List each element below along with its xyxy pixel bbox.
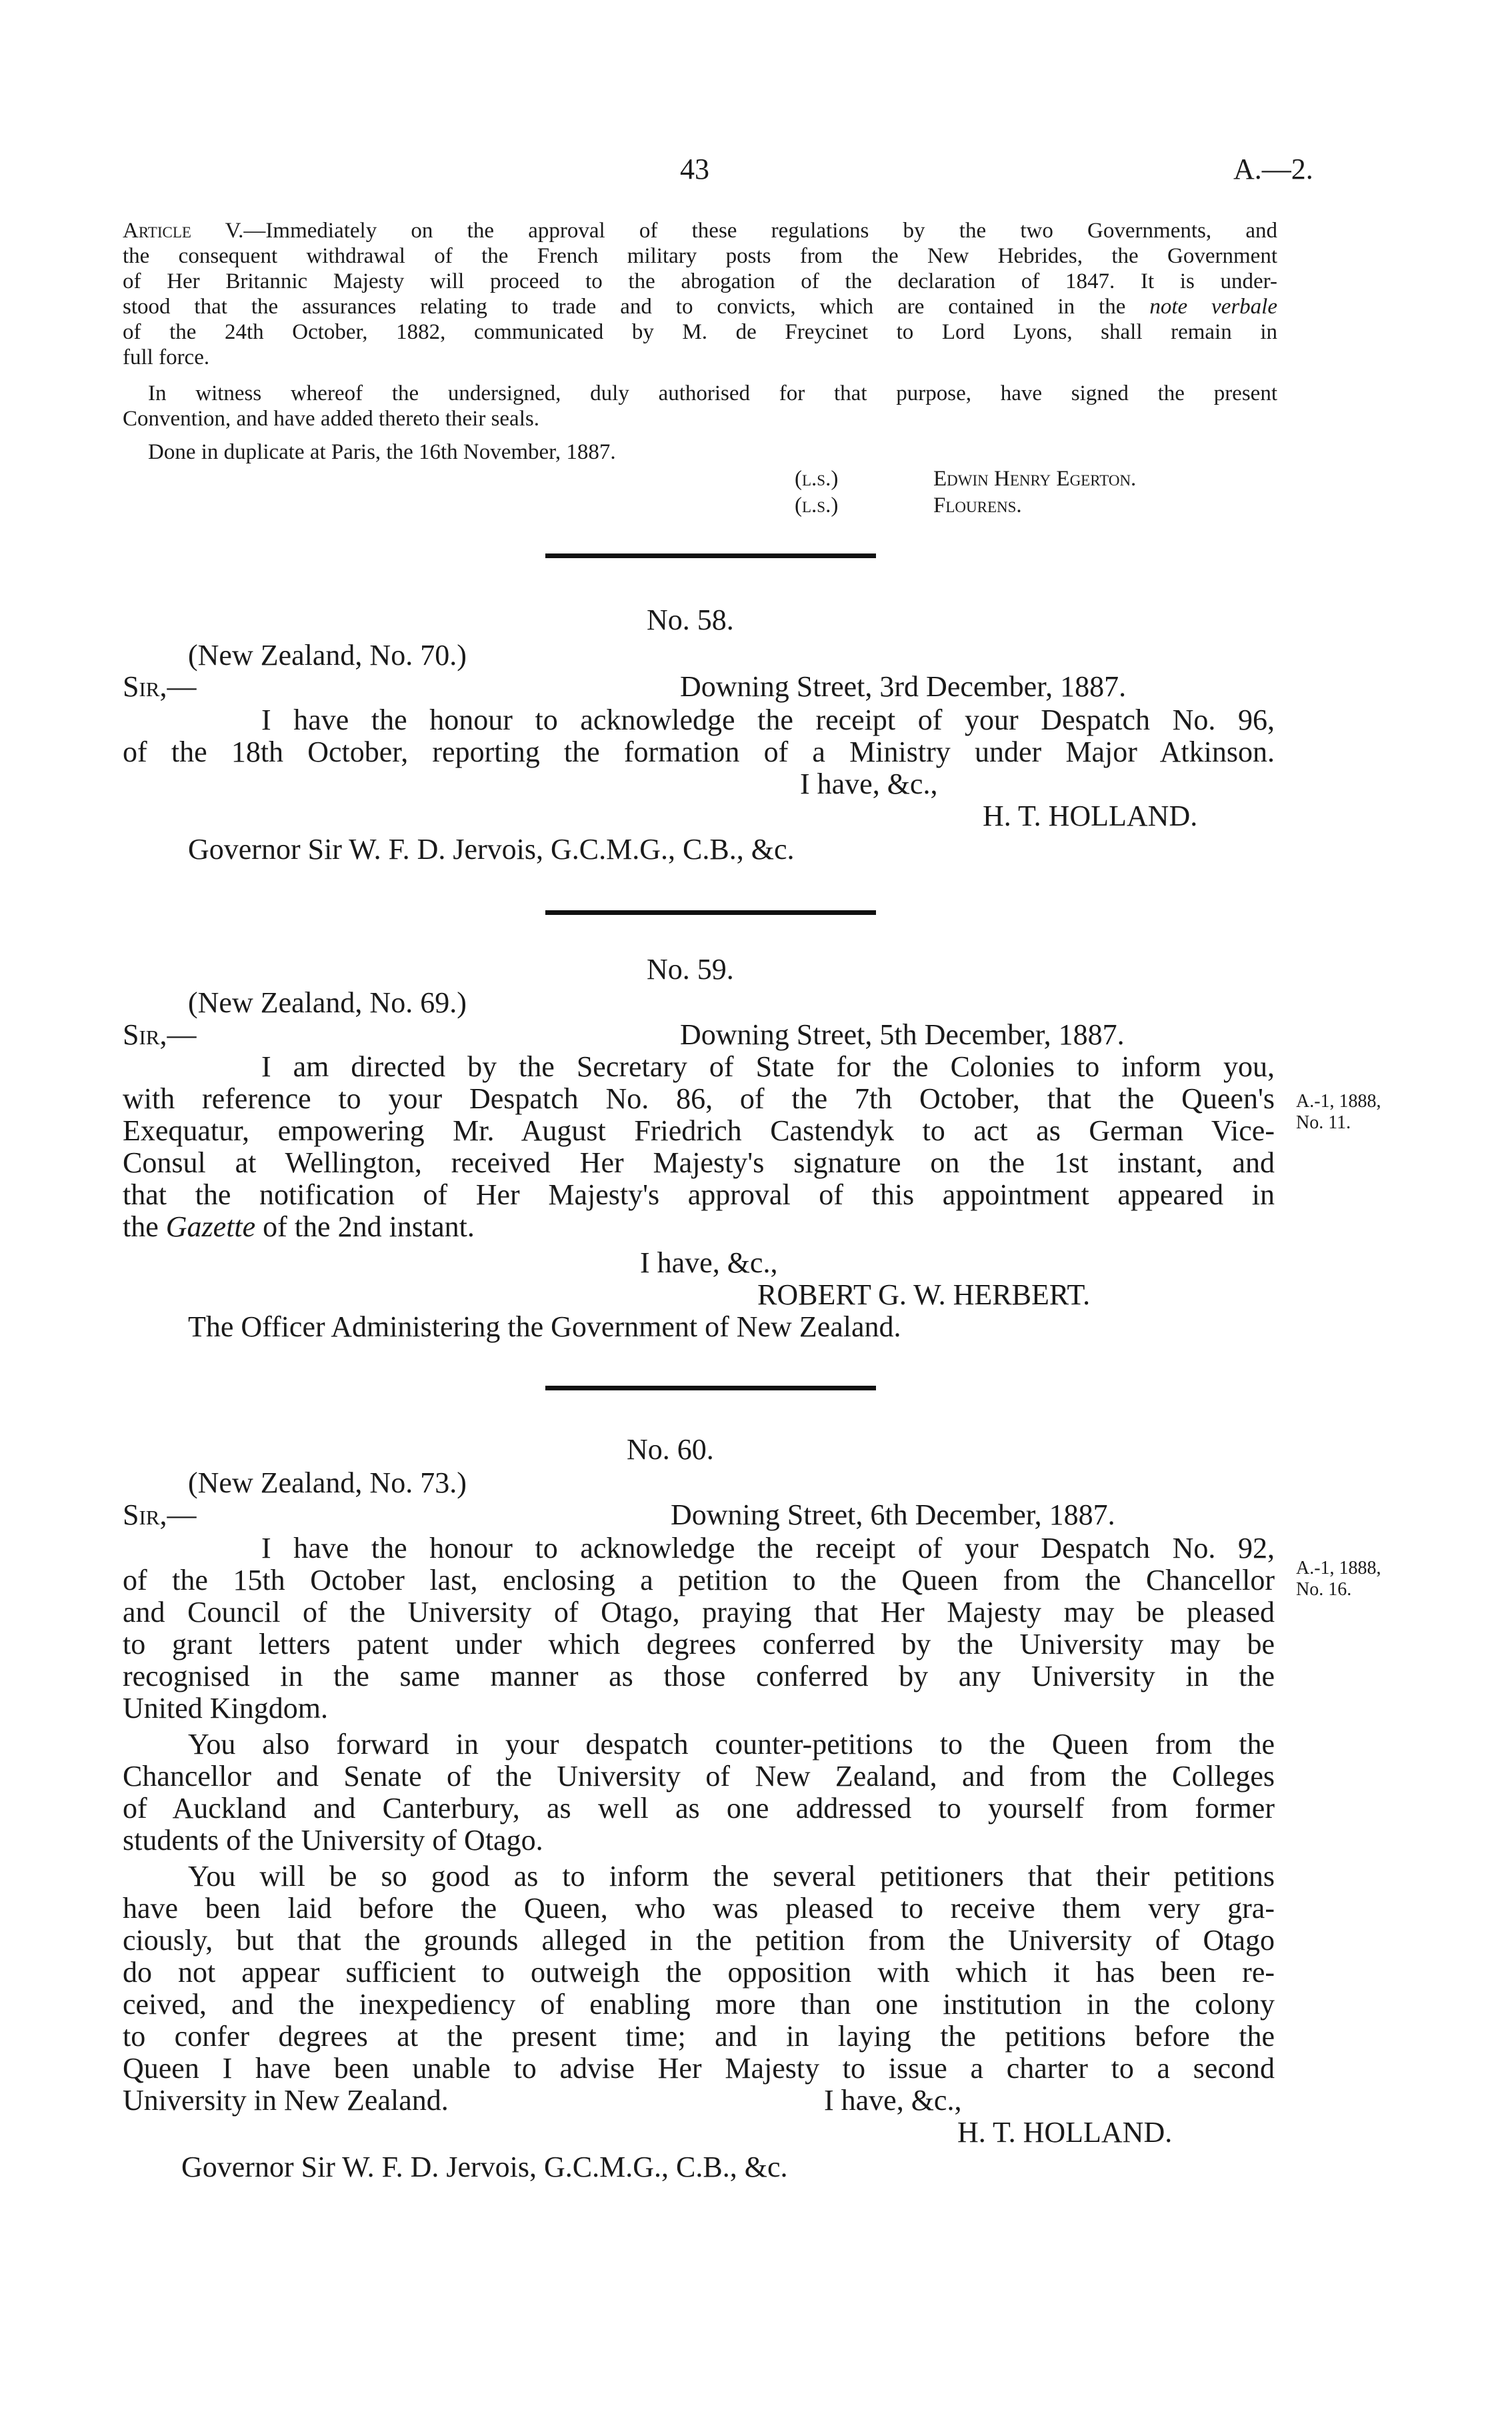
address-line: Downing Street, 6th December, 1887. — [671, 1498, 1115, 1531]
section-divider — [545, 1386, 876, 1390]
body-line-17: Queen I have been unable to advise Her Majesty to issue a charter to a second — [123, 2052, 1275, 2085]
body-line-7: You also forward in your despatch counter-petitions to the Queen from the — [188, 1728, 1275, 1760]
article-v-line-1: Article V.—Immediately on the approval of these regulations by the two Governments, and — [123, 219, 1277, 243]
body-line-3: and Council of the University of Otago, praying that Her Majesty may be pleased — [123, 1596, 1275, 1628]
body-line-6: the Gazette of the 2nd instant. — [123, 1210, 475, 1243]
closing: I have, &c., — [800, 768, 938, 800]
letter-number: No. 59. — [647, 953, 734, 986]
body-line-16: to confer degrees at the present time; and in laying the petitions before the — [123, 2020, 1275, 2053]
closing: I have, &c., — [824, 2084, 962, 2117]
body-line-5: that the notification of Her Majesty's approval of this appointment appeared in — [123, 1178, 1275, 1211]
body-line-2: of the 15th October last, enclosing a petition to the Queen from the Chancellor — [123, 1564, 1275, 1596]
done-line: Done in duplicate at Paris, the 16th November, 1887. — [148, 440, 616, 464]
document-reference: A.—2. — [1233, 153, 1313, 185]
body-line-9: of Auckland and Canterbury, as well as one addressed to yourself from former — [123, 1792, 1275, 1825]
letter-reference: (New Zealand, No. 73.) — [188, 1466, 467, 1499]
letter-reference: (New Zealand, No. 69.) — [188, 986, 467, 1019]
note-verbale: note verbale — [1149, 295, 1277, 319]
letter-number: No. 58. — [647, 604, 734, 636]
addressee: Governor Sir W. F. D. Jervois, G.C.M.G., C.B., &c. — [181, 2151, 788, 2183]
body-line-15: ceived, and the inexpediency of enabling more than one institution in the colony — [123, 1988, 1275, 2021]
body-line-4: Consul at Wellington, received Her Majesty's signature on the 1st instant, and — [123, 1146, 1275, 1179]
seal-mark-2: (l.s.) — [795, 493, 839, 517]
section-divider — [545, 910, 876, 915]
witness-line-1: In witness whereof the undersigned, duly authorised for that purpose, have signed the present — [148, 381, 1277, 405]
article-v-line-4: stood that the assurances relating to trade and to convicts, which are contained in the note verbale — [123, 295, 1277, 319]
closing: I have, &c., — [640, 1246, 778, 1279]
article-v-line-5: of the 24th October, 1882, communicated by M. de Freycinet to Lord Lyons, shall remain in — [123, 320, 1277, 344]
body-line-12: have been laid before the Queen, who was pleased to receive them very gra- — [123, 1892, 1275, 1925]
body-line-4: to grant letters patent under which degrees conferred by the University may be — [123, 1628, 1275, 1660]
seal-name-2: Flourens. — [933, 493, 1022, 517]
address-line: Downing Street, 3rd December, 1887. — [680, 670, 1127, 703]
gazette: Gazette — [165, 1210, 256, 1243]
body-line-1: I have the honour to acknowledge the receipt of your Despatch No. 96, — [261, 704, 1275, 736]
body-line-2: with reference to your Despatch No. 86, of the 7th October, that the Queen's — [123, 1082, 1275, 1115]
signature: ROBERT G. W. HERBERT. — [757, 1278, 1091, 1311]
article-v-line-3: of Her Britannic Majesty will proceed to the abrogation of the declaration of 1847. It is under- — [123, 269, 1277, 293]
letter-number: No. 60. — [627, 1433, 714, 1466]
body-line-18: University in New Zealand. — [123, 2084, 449, 2117]
body-line-8: Chancellor and Senate of the University of New Zealand, and from the Colleges — [123, 1760, 1275, 1792]
body-line-1: I am directed by the Secretary of State for the Colonies to inform you, — [261, 1050, 1275, 1083]
body-line-5: recognised in the same manner as those conferred by any University in the — [123, 1660, 1275, 1692]
body-line-1: I have the honour to acknowledge the receipt of your Despatch No. 92, — [261, 1532, 1275, 1564]
margin-note-line-2: No. 11. — [1296, 1112, 1351, 1133]
address-line: Downing Street, 5th December, 1887. — [680, 1018, 1125, 1051]
addressee: The Officer Administering the Government of New Zealand. — [188, 1310, 901, 1343]
margin-note-line-1: A.-1, 1888, — [1296, 1558, 1381, 1578]
page-number: 43 — [680, 153, 709, 185]
letter-reference: (New Zealand, No. 70.) — [188, 639, 467, 672]
salutation: Sir,— — [123, 670, 197, 703]
addressee: Governor Sir W. F. D. Jervois, G.C.M.G., C.B., &c. — [188, 833, 795, 866]
seal-name-1: Edwin Henry Egerton. — [933, 467, 1137, 491]
body-line-11: You will be so good as to inform the several petitioners that their petitions — [188, 1860, 1275, 1893]
body-line-2: of the 18th October, reporting the formation of a Ministry under Major Atkinson. — [123, 736, 1275, 768]
article-heading: Article — [123, 219, 191, 243]
salutation: Sir,— — [123, 1018, 197, 1051]
body-line-6: United Kingdom. — [123, 1692, 328, 1724]
margin-note-line-2: No. 16. — [1296, 1579, 1352, 1600]
seal-mark-1: (l.s.) — [795, 467, 839, 491]
witness-line-2: Convention, and have added thereto their seals. — [123, 407, 539, 431]
signature: H. T. HOLLAND. — [983, 800, 1198, 832]
body-line-14: do not appear sufficient to outweigh the opposition with which it has been re- — [123, 1956, 1275, 1989]
margin-note-line-1: A.-1, 1888, — [1296, 1091, 1381, 1112]
signature: H. T. HOLLAND. — [957, 2116, 1173, 2149]
body-line-3: Exequatur, empowering Mr. August Friedrich Castendyk to act as German Vice- — [123, 1114, 1275, 1147]
article-v-line-2: the consequent withdrawal of the French military posts from the New Hebrides, the Government — [123, 244, 1277, 268]
salutation: Sir,— — [123, 1498, 197, 1531]
body-line-13: ciously, but that the grounds alleged in the petition from the University of Otago — [123, 1924, 1275, 1957]
body-line-10: students of the University of Otago. — [123, 1824, 543, 1857]
article-v-line-6: full force. — [123, 345, 210, 369]
section-divider — [545, 553, 876, 558]
